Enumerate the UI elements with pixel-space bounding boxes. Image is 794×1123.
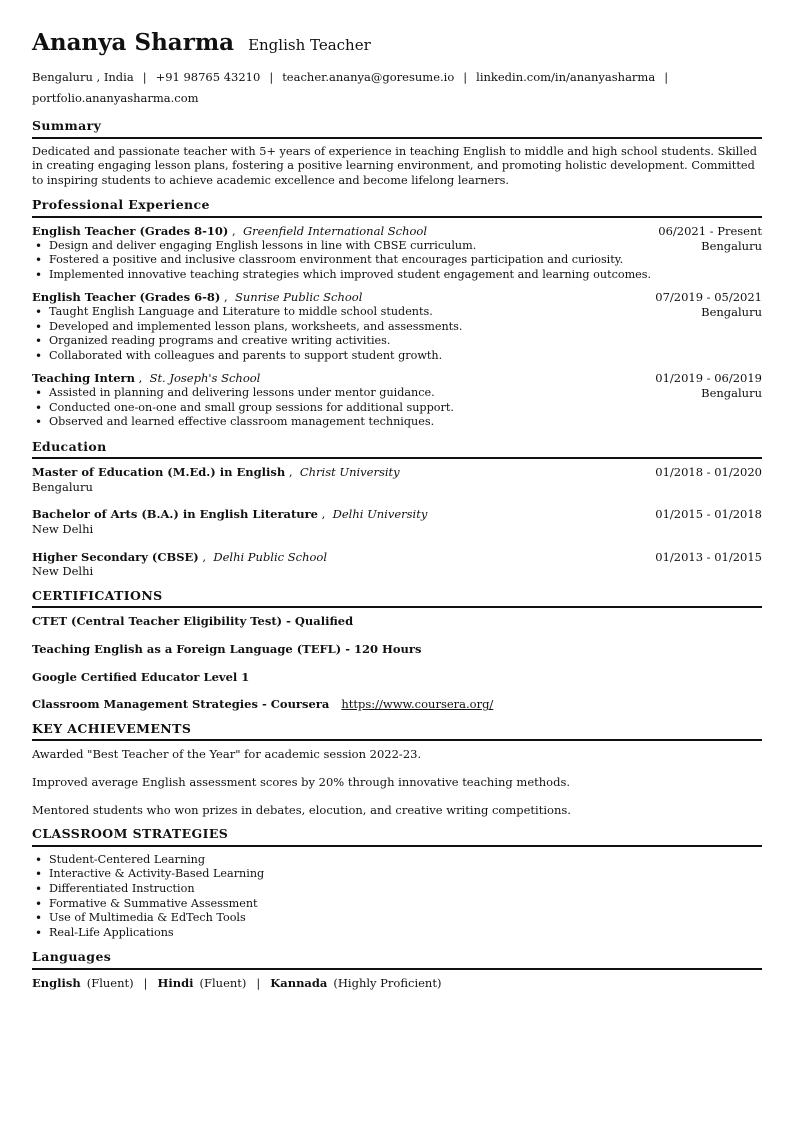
language-level: (Fluent) (86, 975, 134, 990)
languages-list (32, 976, 762, 991)
languages-section (32, 950, 762, 990)
language-level: (Highly Proficient) (333, 975, 442, 990)
language-name: English (32, 975, 81, 990)
job-dates: 01/2019 - 06/2019 (655, 371, 762, 386)
education-entry: Master of Education (M.Ed.) in English , Christ University 01/2018 - 01/2020 Bengaluru (32, 465, 762, 494)
certification-item: Google Certified Educator Level 1 (32, 669, 250, 684)
strategy-item: • Use of Multimedia & EdTech Tools (32, 911, 762, 926)
education-dates: 01/2013 - 01/2015 (655, 549, 762, 564)
job-location: Bengaluru (701, 385, 762, 400)
certifications-section (32, 589, 762, 712)
job-location: Bengaluru (701, 238, 762, 253)
language-name: Hindi (157, 975, 194, 990)
contact-linkedin[interactable]: linkedin.com/in/ananyasharma (476, 70, 656, 84)
bullet-item: • Observed and learned effective classroom management techniques. (32, 415, 454, 430)
certification-item: CTET (Central Teacher Eligibility Test) - Qualified (32, 614, 354, 629)
education-entry: Higher Secondary (CBSE) , Delhi Public School 01/2013 - 01/2015 New Delhi (32, 549, 762, 579)
bullet-item: • Design and deliver engaging English lessons in line with CBSE curriculum. (32, 239, 651, 254)
job-bullets (32, 305, 462, 363)
degree: Master of Education (M.Ed.) in English (32, 465, 286, 480)
experience-entry: English Teacher (Grades 6-8) , Sunrise Public School 07/2019 - 05/2021 • Taught English Language and Literature to middle school students. • Developed and implemented lesson plans, worksheets, and assessments. • Organized reading programs and creative writing activities. • Collaborated with colleagues and parents to support student growth. Bengaluru (32, 290, 762, 363)
separator: | (256, 975, 261, 990)
job-bullets (32, 239, 651, 283)
bullet-item: • Developed and implemented lesson plans, worksheets, and assessments. (32, 320, 462, 335)
strategy-item: • Differentiated Instruction (32, 882, 762, 897)
education-location: New Delhi (32, 564, 94, 579)
education-dates: 01/2018 - 01/2020 (655, 465, 762, 480)
contact-info (32, 67, 762, 109)
experience-entry: Teaching Intern , St. Joseph's School 01/2019 - 06/2019 • Assisted in planning and delivering lessons under mentor guidance. • Conducted one-on-one and small group sessions for additional support. • Observed and learned effective classroom management techniques. Bengaluru (32, 371, 762, 429)
bullet-item: • Fostered a positive and inclusive classroom environment that encourages participation and curiosity. (32, 253, 651, 268)
separator: | (143, 975, 148, 990)
certification-item: Teaching English as a Foreign Language (TEFL) - 120 Hours (32, 642, 422, 657)
job-dates: 06/2021 - Present (658, 223, 762, 238)
certification-name: Classroom Management Strategies - Coursera (32, 697, 330, 712)
separator: | (269, 70, 274, 84)
achievements-section (32, 722, 762, 817)
section-title-education: Education (32, 440, 762, 460)
bullet-item: • Conducted one-on-one and small group sessions for additional support. (32, 401, 454, 416)
strategy-item: • Student-Centered Learning (32, 853, 762, 868)
strategies-section (32, 827, 762, 940)
separator: | (664, 70, 669, 84)
degree: Higher Secondary (CBSE) (32, 549, 199, 564)
achievement-item: Mentored students who won prizes in debates, elocution, and creative writing competitions. (32, 802, 571, 817)
summary-section (32, 119, 762, 188)
bullet-item: • Collaborated with colleagues and parents to support student growth. (32, 349, 462, 364)
bullet-item: • Organized reading programs and creative writing activities. (32, 334, 462, 349)
separator: | (142, 70, 147, 84)
section-title-strategies: CLASSROOM STRATEGIES (32, 827, 762, 847)
contact-phone: +91 98765 43210 (155, 70, 261, 84)
summary-text: Dedicated and passionate teacher with 5+ years of experience in teaching English to middle and high school students. Skilled in creating engaging lesson plans, fostering a positive learning environment, and promoting holistic development. Committed to inspiring students to achieve academic excellence and become lifelong learners. (32, 144, 757, 187)
certification-item (32, 697, 762, 712)
job-bullets (32, 386, 454, 430)
contact-email[interactable]: teacher.ananya@goresume.io (282, 70, 455, 84)
contact-location: Bengaluru , India (32, 70, 134, 84)
section-title-languages: Languages (32, 950, 762, 970)
strategy-item: • Interactive & Activity-Based Learning (32, 867, 762, 882)
resume-header (32, 28, 762, 58)
school: Delhi Public School (213, 549, 328, 564)
education-location: New Delhi (32, 522, 94, 537)
section-title-experience: Professional Experience (32, 198, 762, 218)
certification-link[interactable]: https://www.coursera.org/ (341, 697, 494, 712)
contact-portfolio[interactable]: portfolio.ananyasharma.com (32, 91, 199, 105)
degree: Bachelor of Arts (B.A.) in English Literature (32, 507, 319, 522)
experience-section (32, 198, 762, 429)
job-title: Teaching Intern (32, 371, 135, 386)
bullet-item: • Taught English Language and Literature to middle school students. (32, 305, 462, 320)
education-dates: 01/2015 - 01/2018 (655, 507, 762, 522)
job-dates: 07/2019 - 05/2021 (655, 290, 762, 305)
bullet-item: • Implemented innovative teaching strategies which improved student engagement and learning outcomes. (32, 268, 651, 283)
achievement-item: Awarded "Best Teacher of the Year" for academic session 2022-23. (32, 747, 422, 762)
section-title-certifications: CERTIFICATIONS (32, 589, 762, 609)
achievement-item: Improved average English assessment scores by 20% through innovative teaching methods. (32, 775, 571, 789)
experience-entry: English Teacher (Grades 8-10) , Greenfield International School 06/2021 - Present • Design and deliver engaging English lessons in line with CBSE curriculum. • Fostered a positive and inclusive classroom environment that encourages participation and curiosity. • Implemented innovative teaching strategies which improved student engagement and learning outcomes. Bengaluru (32, 224, 762, 282)
job-title: English Teacher (Grades 6-8) (32, 290, 221, 305)
bullet-item: • Assisted in planning and delivering lessons under mentor guidance. (32, 386, 454, 401)
employer: Greenfield International School (242, 223, 428, 238)
employer: St. Joseph's School (149, 371, 261, 386)
separator: | (463, 70, 468, 84)
language-name: Kannada (270, 975, 328, 990)
employer: Sunrise Public School (234, 290, 363, 305)
candidate-role: English Teacher (248, 36, 371, 54)
strategy-item: • Real-Life Applications (32, 926, 762, 941)
section-title-summary: Summary (32, 119, 762, 139)
school: Christ University (299, 465, 400, 480)
education-location: Bengaluru (32, 479, 93, 494)
education-section (32, 440, 762, 579)
strategy-item: • Formative & Summative Assessment (32, 897, 762, 912)
candidate-name: Ananya Sharma (32, 29, 235, 56)
education-entry: Bachelor of Arts (B.A.) in English Literature , Delhi University 01/2015 - 01/2018 New Delhi (32, 507, 762, 537)
section-title-achievements: KEY ACHIEVEMENTS (32, 722, 762, 742)
strategies-list (32, 853, 762, 941)
job-title: English Teacher (Grades 8-10) (32, 223, 229, 238)
language-level: (Fluent) (199, 975, 247, 990)
job-location: Bengaluru (701, 304, 762, 319)
school: Delhi University (332, 507, 428, 522)
